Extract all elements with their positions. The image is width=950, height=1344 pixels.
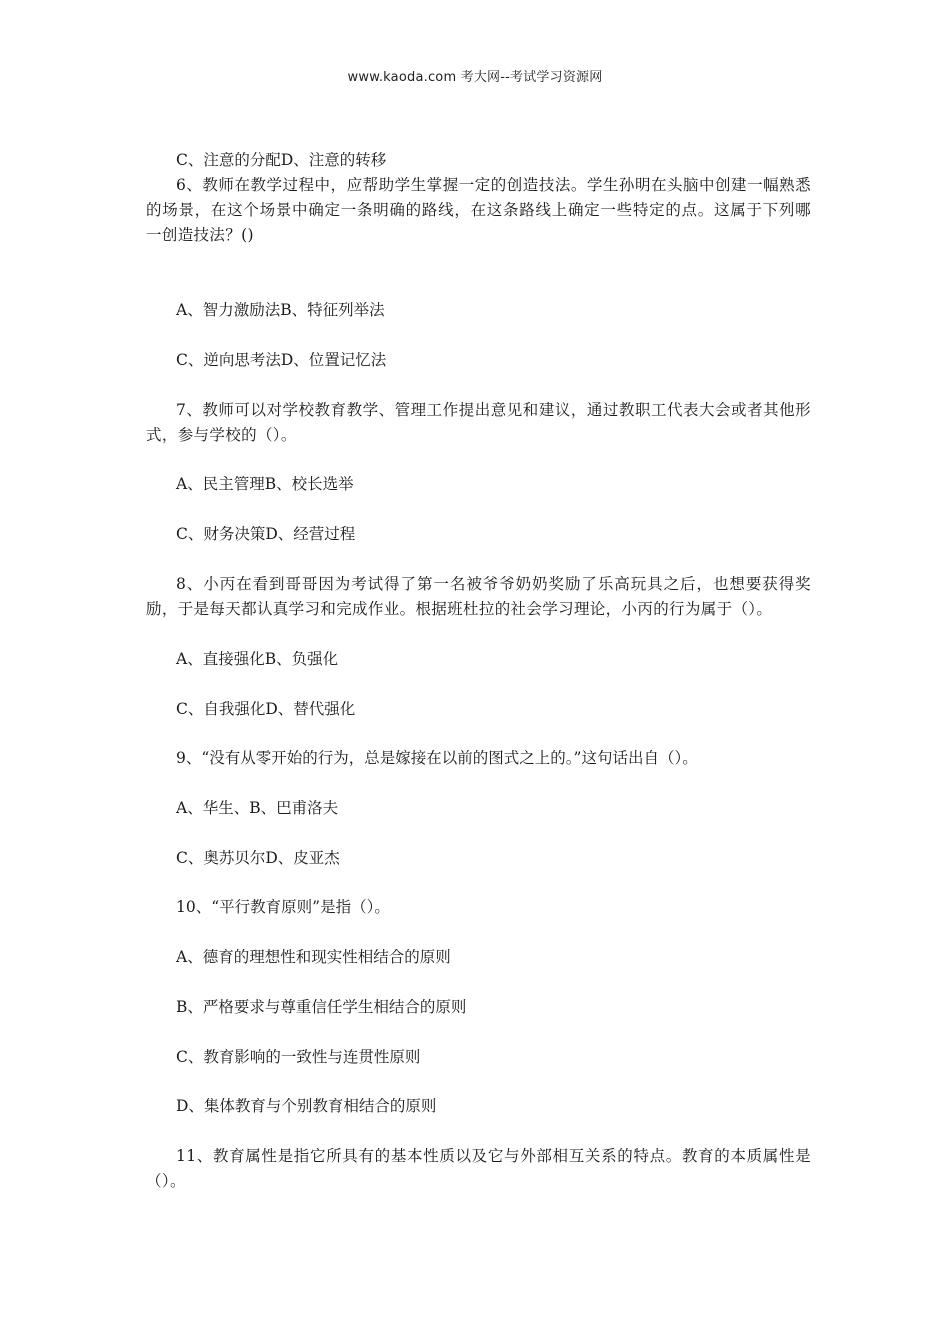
option-line-q6-cd: C、逆向思考法D、位置记忆法 — [176, 351, 387, 369]
question-8: 8、小丙在看到哥哥因为考试得了第一名被爷爷奶奶奖励了乐高玩具之后，也想要获得奖励，于是每天都认真学习和完成作业。根据班杜拉的社会学习理论，小丙的行为属于（）。 — [146, 575, 811, 618]
page-header: www.kaoda.com 考大网--考试学习资源网 — [347, 70, 603, 85]
option-line-q8-cd: C、自我强化D、替代强化 — [176, 700, 356, 718]
option-q10-a: A、德育的理想性和现实性相结合的原则 — [176, 948, 451, 966]
option-line-q5-cd: C、注意的分配D、注意的转移 — [176, 151, 387, 169]
option-line-q8-ab: A、直接强化B、负强化 — [176, 650, 339, 668]
option-line-q9-ab: A、华生、B、巴甫洛夫 — [176, 799, 339, 817]
option-q10-b: B、严格要求与尊重信任学生相结合的原则 — [176, 998, 467, 1016]
question-11: 11、教育属性是指它所具有的基本性质以及它与外部相互关系的特点。教育的本质属性是（）。 — [146, 1147, 811, 1190]
question-9: 9、“没有从零开始的行为，总是嫁接在以前的图式之上的。”这句话出自（）。 — [176, 749, 698, 767]
question-10: 10、“平行教育原则”是指（）。 — [176, 898, 390, 916]
question-6: 6、教师在教学过程中，应帮助学生掌握一定的创造技法。学生孙明在头脑中创建一幅熟悉的场景，在这个场景中确定一条明确的路线，在这条路线上确定一些特定的点。这属于下列哪一创造技法？() — [146, 176, 811, 244]
option-line-q9-cd: C、奥苏贝尔D、皮亚杰 — [176, 849, 340, 867]
question-7: 7、教师可以对学校教育教学、管理工作提出意见和建议，通过教职工代表大会或者其他形式，参与学校的（）。 — [146, 401, 811, 444]
option-line-q7-ab: A、民主管理B、校长选举 — [176, 475, 354, 493]
option-q10-d: D、集体教育与个别教育相结合的原则 — [176, 1097, 437, 1115]
option-line-q7-cd: C、财务决策D、经营过程 — [176, 525, 356, 543]
option-q10-c: C、教育影响的一致性与连贯性原则 — [176, 1048, 421, 1066]
option-line-q6-ab: A、智力激励法B、特征列举法 — [176, 301, 385, 319]
